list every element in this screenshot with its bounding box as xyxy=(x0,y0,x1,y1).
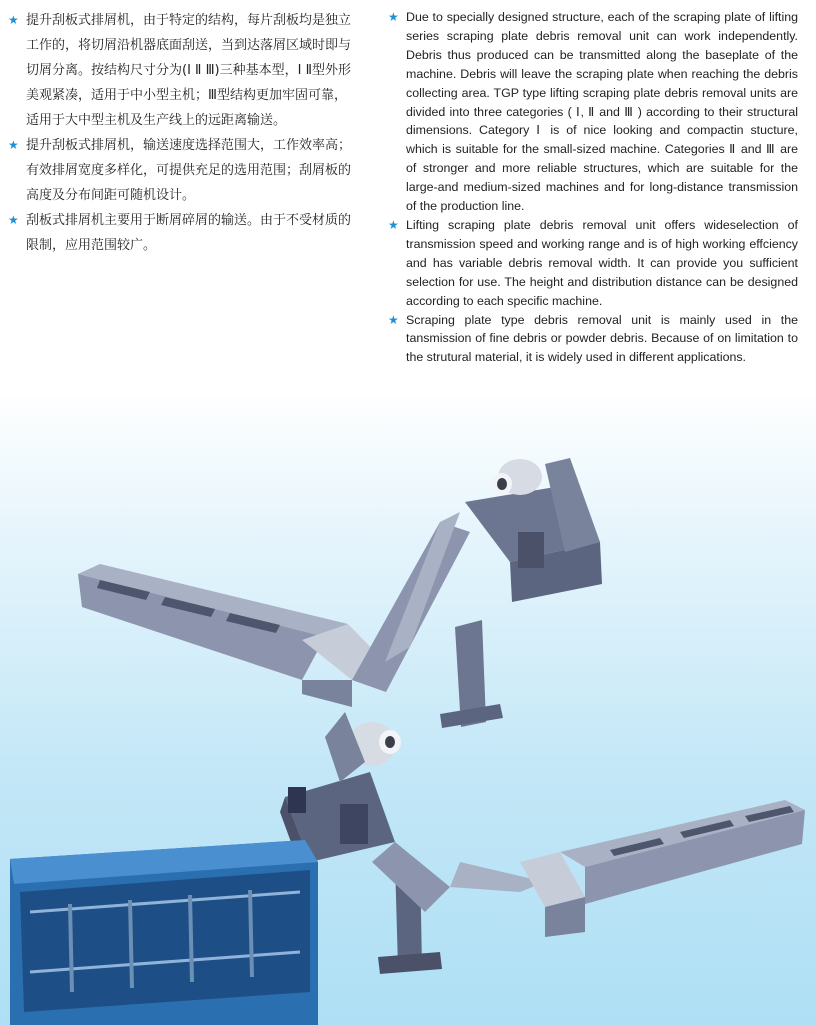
en-bullet-text: Due to specially designed structure, each of the scraping plate of lifting series scraping plate debris removal unit can work independently. Debris thus produced can be transmitted along the baseplate of the machine. Debris will leave the scraping plate when reaching the debris collecting area. TGP type lifting scraping plate debris removal units are divided into three categories ( Ⅰ, Ⅱ and Ⅲ ) according to their structural dimensions. Category Ⅰ is of nice looking and compactin stucture, which is suitable for the small-sized machine. Categories Ⅱ and Ⅲ are of stronger and more reliable structures, which are suitable for the large-and medium-sized machines and for long-distance transmission of the production line. xyxy=(406,10,798,214)
cn-bullet-2 xyxy=(8,133,358,208)
star-icon: ★ xyxy=(8,138,19,152)
lifting-scraper-conveyor-upper xyxy=(78,458,602,728)
en-bullet-text: Scraping plate type debris removal unit is mainly used in the tansmission of fine debris or powder debris. Because of on limitation to the strutural material, it is widely used in different applications. xyxy=(406,312,798,365)
en-bullet-2 xyxy=(388,216,798,311)
star-icon: ★ xyxy=(388,312,399,327)
english-description xyxy=(388,8,798,367)
chinese-description xyxy=(8,8,358,258)
star-icon: ★ xyxy=(8,213,19,227)
star-icon: ★ xyxy=(388,217,399,232)
cn-bullet-1 xyxy=(8,8,358,133)
star-icon: ★ xyxy=(388,10,399,24)
lifting-scraper-conveyor-lower xyxy=(280,712,805,974)
en-bullet-3 xyxy=(388,311,798,368)
cn-bullet-text: 提升刮板式排屑机，输送速度选择范围大，工作效率高；有效排屑宽度多样化，可提供充足的选用范围；刮屑板的高度及分布间距可随机设计。 xyxy=(26,138,352,203)
cn-bullet-text: 提升刮板式排屑机，由于特定的结构，每片刮板均是独立工作的，将切屑沿机器底面刮送，当到达落屑区域时即与切屑分离。按结构尺寸分为(Ⅰ Ⅱ Ⅲ)三种基本型，Ⅰ Ⅱ型外形美观紧凑，适用于中小型主机；Ⅲ型结构更加牢固可靠，适用于大中型主机及生产线上的远距离输送。 xyxy=(26,13,352,128)
en-bullet-1 xyxy=(388,8,798,216)
product-illustration xyxy=(0,392,816,1025)
product-photo-area xyxy=(0,392,816,1025)
en-bullet-text: Lifting scraping plate debris removal unit offers wideselection of transmission speed and working range and is of high working effciency and has variable debris removal width. It can provide you sufficient selection for use. The height and distribution distance can be designed according to each specific machine. xyxy=(406,217,798,308)
star-icon: ★ xyxy=(8,13,19,27)
scraper-chain-detail-photo xyxy=(10,840,318,1025)
cn-bullet-3 xyxy=(8,208,358,258)
cn-bullet-text: 刮板式排屑机主要用于断屑碎屑的输送。由于不受材质的限制，应用范围较广。 xyxy=(26,213,352,253)
